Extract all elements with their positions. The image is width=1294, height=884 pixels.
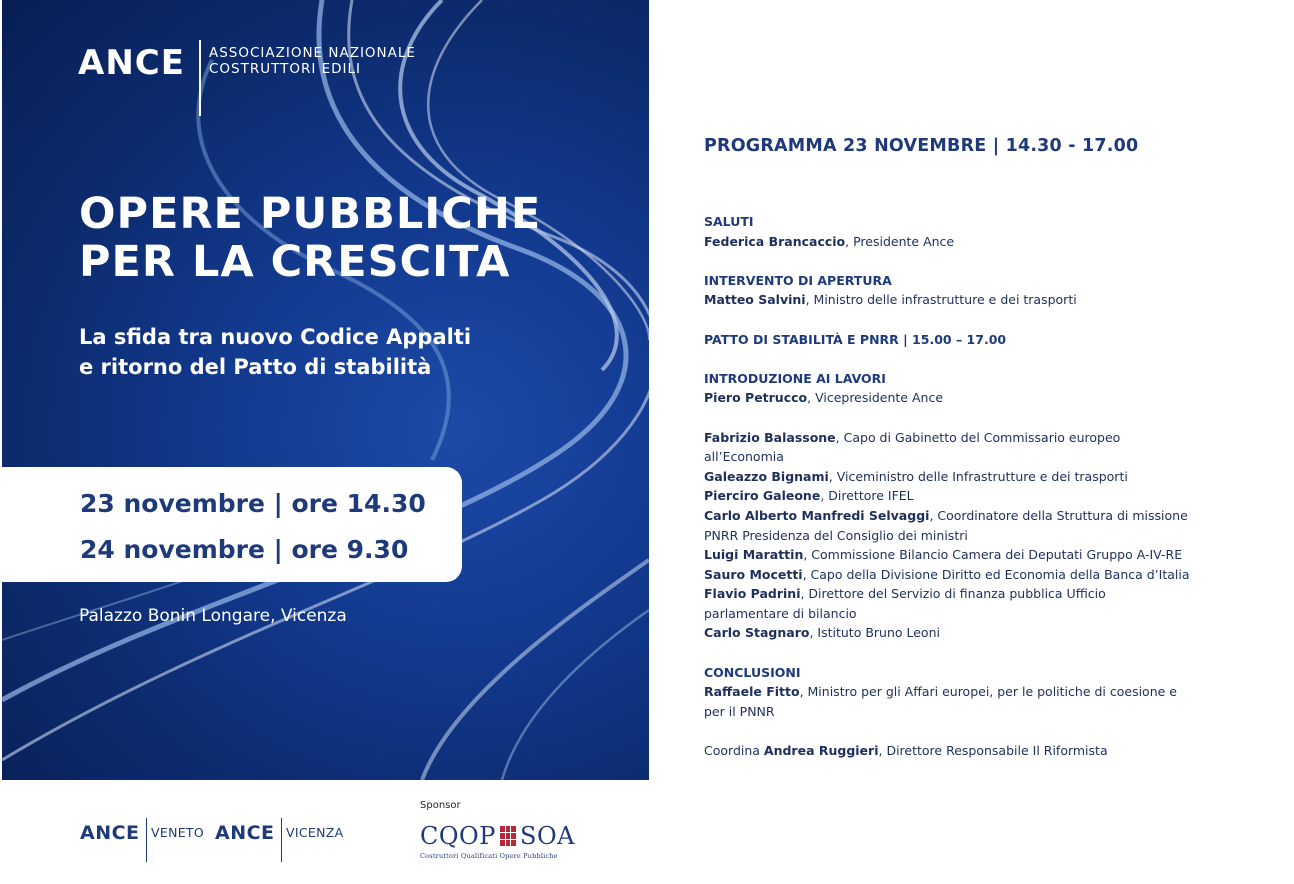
event-title-line1: OPERE PUBBLICHE bbox=[79, 189, 542, 239]
section-heading: INTERVENTO DI APERTURA bbox=[704, 272, 892, 288]
speaker-entry bbox=[704, 232, 1249, 252]
program-header: PROGRAMMA 23 NOVEMBRE | 14.30 - 17.00 bbox=[704, 136, 1139, 156]
event-title-line2: PER LA CRESCITA bbox=[79, 237, 511, 287]
speaker-entry bbox=[704, 290, 1249, 310]
speaker-entry bbox=[704, 388, 1249, 408]
program-section-patto bbox=[704, 330, 1249, 350]
speaker-role-continued: parlamentare di bilancio bbox=[704, 605, 857, 621]
speaker-role-continued: per il PNNR bbox=[704, 703, 775, 719]
cqop-soa-logo bbox=[420, 822, 575, 860]
road-curves-decoration bbox=[2, 0, 649, 780]
dates-card bbox=[2, 467, 462, 582]
speaker-name: Carlo Stagnaro bbox=[704, 625, 810, 641]
ance-vicenza-word: ANCE bbox=[215, 822, 275, 844]
date-line-1: 23 novembre | ore 14.30 bbox=[80, 489, 426, 518]
speaker-entry bbox=[704, 486, 1249, 506]
speaker-entry bbox=[704, 545, 1249, 565]
speaker-entry bbox=[704, 428, 1249, 448]
speaker-entry bbox=[704, 682, 1249, 702]
cqop-tagline: Costruttori Qualificati Opere Pubbliche bbox=[420, 852, 558, 860]
program-section-apertura bbox=[704, 271, 1249, 310]
ance-vicenza-region: VICENZA bbox=[286, 825, 344, 840]
speaker-role: , Presidente Ance bbox=[845, 233, 955, 249]
speaker-role: , Ministro per gli Affari europei, per le politiche di coesione e bbox=[799, 684, 1177, 700]
cqop-grid-icon bbox=[500, 826, 516, 846]
sponsor-label: Sponsor bbox=[420, 800, 461, 811]
ance-vicenza-logo bbox=[215, 818, 343, 864]
ance-vicenza-divider bbox=[281, 818, 283, 862]
moderator-role: , Direttore Responsabile Il Riformista bbox=[878, 743, 1108, 759]
section-heading: PATTO DI STABILITÀ E PNRR | 15.00 – 17.00 bbox=[704, 331, 1007, 347]
speaker-role: , Direttore del Servizio di finanza pubblica Ufficio bbox=[800, 586, 1106, 602]
section-heading: SALUTI bbox=[704, 214, 754, 229]
ance-veneto-logo bbox=[80, 818, 204, 864]
date-line-2: 24 novembre | ore 9.30 bbox=[80, 535, 409, 564]
moderator-prefix: Coordina bbox=[704, 743, 764, 759]
program-section-saluti bbox=[704, 212, 1249, 251]
speaker-role-continued: PNRR Presidenza del Consiglio dei ministri bbox=[704, 527, 968, 543]
speaker-entry bbox=[704, 623, 1249, 643]
logo-subtitle-line2: COSTRUTTORI EDILI bbox=[208, 61, 362, 77]
section-heading: INTRODUZIONE AI LAVORI bbox=[704, 370, 886, 386]
section-heading: CONCLUSIONI bbox=[704, 664, 801, 680]
logo-subtitle-line1: ASSOCIAZIONE NAZIONALE bbox=[208, 45, 416, 61]
program-list bbox=[704, 212, 1249, 780]
logo-divider bbox=[199, 40, 201, 116]
speaker-name: Federica Brancaccio bbox=[704, 233, 846, 249]
speaker-role: , Commissione Bilancio Camera dei Deputati Gruppo A-IV-RE bbox=[803, 547, 1183, 563]
event-hero-panel bbox=[2, 0, 649, 780]
speaker-name: Carlo Alberto Manfredi Selvaggi bbox=[704, 507, 930, 523]
program-section-introduzione bbox=[704, 369, 1249, 408]
speaker-name: Flavio Padrini bbox=[704, 586, 801, 602]
program-section-coordina bbox=[704, 741, 1249, 761]
speaker-role: , Vicepresidente Ance bbox=[807, 390, 944, 406]
moderator-name: Andrea Ruggieri bbox=[763, 743, 879, 759]
speaker-role: , Viceministro delle Infrastrutture e dei trasporti bbox=[828, 468, 1128, 484]
ance-logo-subtitle bbox=[209, 40, 416, 77]
program-section-conclusioni bbox=[704, 663, 1249, 722]
cqop-text: CQOP bbox=[420, 822, 496, 850]
speaker-name: Matteo Salvini bbox=[704, 292, 806, 308]
speaker-role: , Capo di Gabinetto del Commissario europeo bbox=[835, 429, 1121, 445]
speaker-name: Galeazzo Bignami bbox=[704, 468, 829, 484]
speaker-name: Sauro Mocetti bbox=[704, 566, 803, 582]
event-subtitle-line1: La sfida tra nuovo Codice Appalti bbox=[79, 325, 472, 349]
speaker-name: Piero Petrucco bbox=[704, 390, 808, 406]
speaker-entry bbox=[704, 565, 1249, 585]
speaker-role: , Direttore IFEL bbox=[820, 488, 914, 504]
ance-veneto-word: ANCE bbox=[80, 822, 140, 844]
speaker-role: , Istituto Bruno Leoni bbox=[809, 625, 940, 641]
speaker-entry bbox=[704, 467, 1249, 487]
event-subtitle bbox=[79, 322, 471, 382]
speaker-entry bbox=[704, 584, 1249, 604]
ance-logo-word: ANCE bbox=[78, 43, 185, 83]
speaker-name: Raffaele Fitto bbox=[704, 684, 800, 700]
program-section-speakers bbox=[704, 428, 1249, 644]
speaker-name: Luigi Marattin bbox=[704, 547, 804, 563]
speaker-role-continued: all’Economia bbox=[704, 449, 784, 465]
speaker-role: , Coordinatore della Struttura di missione bbox=[929, 507, 1188, 523]
speaker-role: , Capo della Divisione Diritto ed Economia della Banca d’Italia bbox=[802, 566, 1190, 582]
speaker-name: Fabrizio Balassone bbox=[704, 429, 836, 445]
moderator-entry bbox=[704, 741, 1249, 761]
ance-logo bbox=[78, 40, 416, 116]
ance-veneto-region: VENETO bbox=[151, 825, 205, 840]
cqop-soa-wordmark bbox=[420, 822, 575, 850]
event-venue: Palazzo Bonin Longare, Vicenza bbox=[79, 606, 347, 626]
soa-text: SOA bbox=[520, 822, 575, 850]
speaker-entry bbox=[704, 506, 1249, 526]
speaker-name: Pierciro Galeone bbox=[704, 488, 821, 504]
ance-veneto-divider bbox=[146, 818, 148, 862]
speaker-role: , Ministro delle infrastrutture e dei trasporti bbox=[805, 292, 1077, 308]
event-title bbox=[79, 190, 541, 286]
event-subtitle-line2: e ritorno del Patto di stabilità bbox=[79, 355, 432, 379]
